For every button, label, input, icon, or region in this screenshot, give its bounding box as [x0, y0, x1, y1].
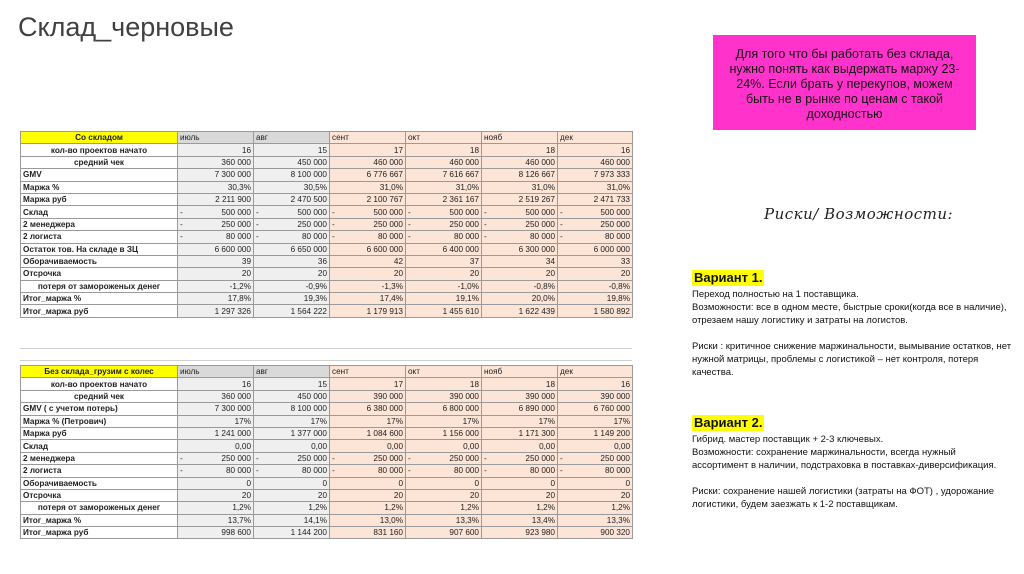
row-label: средний чек [21, 156, 178, 168]
table-cell: 19,8% [558, 293, 633, 305]
table-cell: 923 980 [482, 527, 558, 539]
table-cell: 7 973 333 [558, 169, 633, 181]
table-title-cell: Со складом [21, 132, 178, 144]
table-cell: 20 [406, 489, 482, 501]
table-cell: 6 890 000 [482, 403, 558, 415]
table-cell: -0,8% [558, 280, 633, 292]
table-cell: 0 [406, 477, 482, 489]
table-cell: 17% [330, 415, 406, 427]
table-cell: - 80 000 [330, 465, 406, 477]
table-cell: 0,00 [558, 440, 633, 452]
month-header: окт [406, 366, 482, 378]
table-cell: 6 776 667 [330, 169, 406, 181]
table-cell: 30,3% [178, 181, 254, 193]
variant-1-line: Переход полностью на 1 поставщика. [692, 289, 859, 300]
table-cell: 1 149 200 [558, 427, 633, 439]
table-cell: - 80 000 [178, 465, 254, 477]
table-cell: 1 144 200 [254, 527, 330, 539]
row-label: 2 логиста [21, 465, 178, 477]
variant-2-title: Вариант 2. [694, 415, 763, 430]
table-cell: 2 211 900 [178, 193, 254, 205]
table-row [21, 440, 633, 452]
table-cell: - 250 000 [178, 218, 254, 230]
table-cell: 20 [178, 268, 254, 280]
table-cell: 15 [254, 144, 330, 156]
table-cell: 390 000 [482, 390, 558, 402]
table-cell: 17% [178, 415, 254, 427]
table-cell: 1,2% [406, 502, 482, 514]
row-label: кол-во проектов начато [21, 144, 178, 156]
table-cell: -0,9% [254, 280, 330, 292]
row-label: Остаток тов. На складе в ЗЦ [21, 243, 178, 255]
table-cell: 460 000 [406, 156, 482, 168]
table-row [21, 156, 633, 168]
table-cell: 460 000 [330, 156, 406, 168]
table-cell: 8 100 000 [254, 403, 330, 415]
table-cell: 20 [406, 268, 482, 280]
table-cell: 17 [330, 144, 406, 156]
table-cell: 37 [406, 255, 482, 267]
table-row [21, 403, 633, 415]
table-cell: - 80 000 [254, 465, 330, 477]
table-row [21, 489, 633, 501]
table-cell: 907 600 [406, 527, 482, 539]
table-cell: 390 000 [406, 390, 482, 402]
table-cell: - 250 000 [406, 452, 482, 464]
table-cell: 1,2% [482, 502, 558, 514]
table-cell: 20 [330, 489, 406, 501]
table-cell: 0,00 [178, 440, 254, 452]
table-cell: 17% [558, 415, 633, 427]
table-cell: - 250 000 [178, 452, 254, 464]
table-row [21, 427, 633, 439]
variant-1-title: Вариант 1. [694, 270, 763, 285]
table-cell: - 250 000 [482, 452, 558, 464]
table-cell: 16 [558, 378, 633, 390]
table-cell: 18 [482, 144, 558, 156]
table-cell: - 250 000 [254, 452, 330, 464]
table-cell: 0 [330, 477, 406, 489]
table-cell: 20 [482, 489, 558, 501]
table-cell: 20,0% [482, 293, 558, 305]
variant-1-block [692, 270, 1012, 379]
variant-1-line: Возможности: все в одном месте, быстрые сроки(когда все в наличие), отрезаем нашу логистику и затраты на логистов. [692, 302, 1007, 326]
table-cell: 36 [254, 255, 330, 267]
row-label: средний чек [21, 390, 178, 402]
table-cell: - 500 000 [254, 206, 330, 218]
table-cell: - 80 000 [482, 465, 558, 477]
row-label: Маржа % [21, 181, 178, 193]
table-cell: 1 297 326 [178, 305, 254, 317]
table-cell: 1 622 439 [482, 305, 558, 317]
table-row [21, 378, 633, 390]
slide-title: Склад_черновые [18, 12, 234, 42]
table-cell: 20 [254, 489, 330, 501]
table-cell: -1,2% [178, 280, 254, 292]
table-cell: 18 [406, 378, 482, 390]
table-cell: 0 [254, 477, 330, 489]
table-cell: 15 [254, 378, 330, 390]
variant-2-line: Возможности: сохранение маржинальности, всегда нужный ассортимент в наличии, подстраховка в поставках-диверсификация. [692, 447, 997, 471]
month-header: авг [254, 132, 330, 144]
table-cell: 360 000 [178, 390, 254, 402]
table-cell: 2 100 767 [330, 193, 406, 205]
month-header: сент [330, 366, 406, 378]
table-cell: 390 000 [558, 390, 633, 402]
row-label: Итог_маржа руб [21, 527, 178, 539]
table-cell: 460 000 [558, 156, 633, 168]
table-cell: - 80 000 [406, 465, 482, 477]
table-cell: 460 000 [482, 156, 558, 168]
table-cell: 17% [406, 415, 482, 427]
row-label: GMV [21, 169, 178, 181]
table-cell: 1 564 222 [254, 305, 330, 317]
table-cell: 360 000 [178, 156, 254, 168]
table-cell: 39 [178, 255, 254, 267]
table-cell: - 500 000 [482, 206, 558, 218]
table-row [21, 514, 633, 526]
table-cell: 1 241 000 [178, 427, 254, 439]
table-without-warehouse [20, 365, 633, 539]
table-cell: - 250 000 [558, 452, 633, 464]
table-cell: 20 [558, 268, 633, 280]
variant-2-line: Гибрид. мастер поставщик + 2-3 ключевых. [692, 434, 884, 445]
row-label: Склад [21, 440, 178, 452]
table-cell: 13,7% [178, 514, 254, 526]
table-row [21, 527, 633, 539]
table-cell: 14,1% [254, 514, 330, 526]
table-row [21, 305, 633, 317]
row-label: Маржа % (Петрович) [21, 415, 178, 427]
table-row [21, 465, 633, 477]
table-row [21, 280, 633, 292]
table-cell: 42 [330, 255, 406, 267]
table-cell: - 80 000 [330, 231, 406, 243]
table-cell: - 80 000 [406, 231, 482, 243]
table-cell: 31,0% [482, 181, 558, 193]
table-cell: 6 650 000 [254, 243, 330, 255]
table-cell: 17 [330, 378, 406, 390]
table-title-cell: Без склада_грузим с колес [21, 366, 178, 378]
table-cell: 0,00 [254, 440, 330, 452]
table-cell: - 250 000 [330, 452, 406, 464]
table-cell: 13,3% [558, 514, 633, 526]
table-cell: 1 179 913 [330, 305, 406, 317]
month-header: июль [178, 132, 254, 144]
row-label: потеря от замороженых денег [21, 502, 178, 514]
risks-heading: Риски/ Возможности: [764, 205, 954, 223]
table-cell: 20 [330, 268, 406, 280]
table-cell: 19,1% [406, 293, 482, 305]
table-row [21, 243, 633, 255]
row-label: Маржа руб [21, 193, 178, 205]
table-row [21, 255, 633, 267]
table-row [21, 477, 633, 489]
table-cell: 0 [558, 477, 633, 489]
row-label: Отсрочка [21, 268, 178, 280]
table-cell: - 500 000 [178, 206, 254, 218]
table-row [21, 502, 633, 514]
table-cell: - 80 000 [482, 231, 558, 243]
table-row [21, 268, 633, 280]
row-label: Оборачиваемость [21, 255, 178, 267]
table-cell: 16 [558, 144, 633, 156]
table-with-warehouse [20, 131, 633, 318]
table-cell: 1 580 892 [558, 305, 633, 317]
table-cell: 6 600 000 [330, 243, 406, 255]
table-cell: - 250 000 [482, 218, 558, 230]
table-cell: - 500 000 [558, 206, 633, 218]
table-row [21, 452, 633, 464]
table-cell: 34 [482, 255, 558, 267]
table-row [21, 144, 633, 156]
table-cell: 13,4% [482, 514, 558, 526]
table-cell: 16 [178, 378, 254, 390]
table-cell: - 250 000 [254, 218, 330, 230]
table-cell: - 500 000 [330, 206, 406, 218]
table-cell: 31,0% [558, 181, 633, 193]
table-row [21, 390, 633, 402]
table-cell: 33 [558, 255, 633, 267]
variant-1-line: Риски : критичное снижение маржинальности, вымывание остатков, нет нужной матрицы, проблемы с логистикой – нет контроля, потеря качества. [692, 341, 1012, 378]
table-cell: 30,5% [254, 181, 330, 193]
table-cell: 2 470 500 [254, 193, 330, 205]
table-cell: 20 [178, 489, 254, 501]
table-cell: 20 [254, 268, 330, 280]
row-label: GMV ( с учетом потерь) [21, 403, 178, 415]
table-cell: 18 [406, 144, 482, 156]
table-row [21, 231, 633, 243]
table-cell: 1,2% [178, 502, 254, 514]
table-cell: 2 519 267 [482, 193, 558, 205]
table-cell: 13,0% [330, 514, 406, 526]
table-cell: 8 100 000 [254, 169, 330, 181]
table-cell: 450 000 [254, 390, 330, 402]
row-label: Итог_маржа % [21, 514, 178, 526]
row-label: Итог_маржа % [21, 293, 178, 305]
table-cell: 20 [482, 268, 558, 280]
table-cell: 17% [482, 415, 558, 427]
table-cell: 20 [558, 489, 633, 501]
table-header-row [21, 132, 633, 144]
row-label: 2 менеджера [21, 218, 178, 230]
month-header: дек [558, 132, 633, 144]
table-header-row [21, 366, 633, 378]
table-cell: 1 084 600 [330, 427, 406, 439]
table-cell: - 80 000 [558, 231, 633, 243]
table-row [21, 293, 633, 305]
row-label: Отсрочка [21, 489, 178, 501]
table-cell: 17% [254, 415, 330, 427]
table-row [21, 206, 633, 218]
row-label: Оборачиваемость [21, 477, 178, 489]
table-cell: 1,2% [254, 502, 330, 514]
table-cell: 7 300 000 [178, 169, 254, 181]
variant-2-line: Риски: сохранение нашей логистики (затраты на ФОТ) , удорожание логистики, будем заезжать к 1-2 поставщикам. [692, 486, 995, 510]
table-row [21, 415, 633, 427]
table-cell: 7 300 000 [178, 403, 254, 415]
table-cell: 998 600 [178, 527, 254, 539]
table-row [21, 218, 633, 230]
spreadsheet-empty-rows [20, 337, 632, 363]
row-label: Итог_маржа руб [21, 305, 178, 317]
table-cell: 900 320 [558, 527, 633, 539]
table-cell: 16 [178, 144, 254, 156]
table-cell: 831 160 [330, 527, 406, 539]
table-cell: 1,2% [558, 502, 633, 514]
row-label: 2 логиста [21, 231, 178, 243]
table-row [21, 193, 633, 205]
table-cell: 2 361 167 [406, 193, 482, 205]
table-cell: - 500 000 [406, 206, 482, 218]
table-cell: -1,3% [330, 280, 406, 292]
table-cell: - 80 000 [254, 231, 330, 243]
table-cell: - 80 000 [178, 231, 254, 243]
table-cell: 7 616 667 [406, 169, 482, 181]
table-cell: 0,00 [406, 440, 482, 452]
month-header: окт [406, 132, 482, 144]
month-header: сент [330, 132, 406, 144]
row-label: Маржа руб [21, 427, 178, 439]
row-label: кол-во проектов начато [21, 378, 178, 390]
table-cell: - 250 000 [330, 218, 406, 230]
table-cell: 6 400 000 [406, 243, 482, 255]
month-header: июль [178, 366, 254, 378]
month-header: дек [558, 366, 633, 378]
table-cell: 31,0% [406, 181, 482, 193]
table-cell: 1 171 300 [482, 427, 558, 439]
table-cell: - 250 000 [406, 218, 482, 230]
table-cell: 1 455 610 [406, 305, 482, 317]
table-row [21, 169, 633, 181]
table-cell: - 250 000 [558, 218, 633, 230]
row-label: 2 менеджера [21, 452, 178, 464]
table-cell: - 80 000 [558, 465, 633, 477]
row-label: Склад [21, 206, 178, 218]
month-header: нояб [482, 366, 558, 378]
table-cell: 1 377 000 [254, 427, 330, 439]
table-cell: 18 [482, 378, 558, 390]
table-cell: 6 380 000 [330, 403, 406, 415]
table-cell: 0 [482, 477, 558, 489]
month-header: авг [254, 366, 330, 378]
note-box: Для того что бы работать без склада, нужно понять как выдержать маржу 23-24%. Если брать у перекупов, можем быть не в рынке по ценам с такой доходностью [713, 35, 976, 130]
table-cell: 6 000 000 [558, 243, 633, 255]
table-cell: 19,3% [254, 293, 330, 305]
table-cell: 1 156 000 [406, 427, 482, 439]
table-cell: 0 [178, 477, 254, 489]
table-cell: 0,00 [482, 440, 558, 452]
table-cell: 6 760 000 [558, 403, 633, 415]
table-cell: 31,0% [330, 181, 406, 193]
table-cell: 450 000 [254, 156, 330, 168]
table-cell: 1,2% [330, 502, 406, 514]
table-cell: -1,0% [406, 280, 482, 292]
table-cell: 6 800 000 [406, 403, 482, 415]
table-cell: 13,3% [406, 514, 482, 526]
table-cell: 390 000 [330, 390, 406, 402]
table-cell: 17,4% [330, 293, 406, 305]
month-header: нояб [482, 132, 558, 144]
table-cell: 8 126 667 [482, 169, 558, 181]
table-cell: -0,8% [482, 280, 558, 292]
table-cell: 6 600 000 [178, 243, 254, 255]
table-cell: 2 471 733 [558, 193, 633, 205]
variant-2-block [692, 415, 1012, 511]
table-cell: 0,00 [330, 440, 406, 452]
row-label: потеря от замороженых денег [21, 280, 178, 292]
table-row [21, 181, 633, 193]
table-cell: 6 300 000 [482, 243, 558, 255]
table-cell: 17,8% [178, 293, 254, 305]
